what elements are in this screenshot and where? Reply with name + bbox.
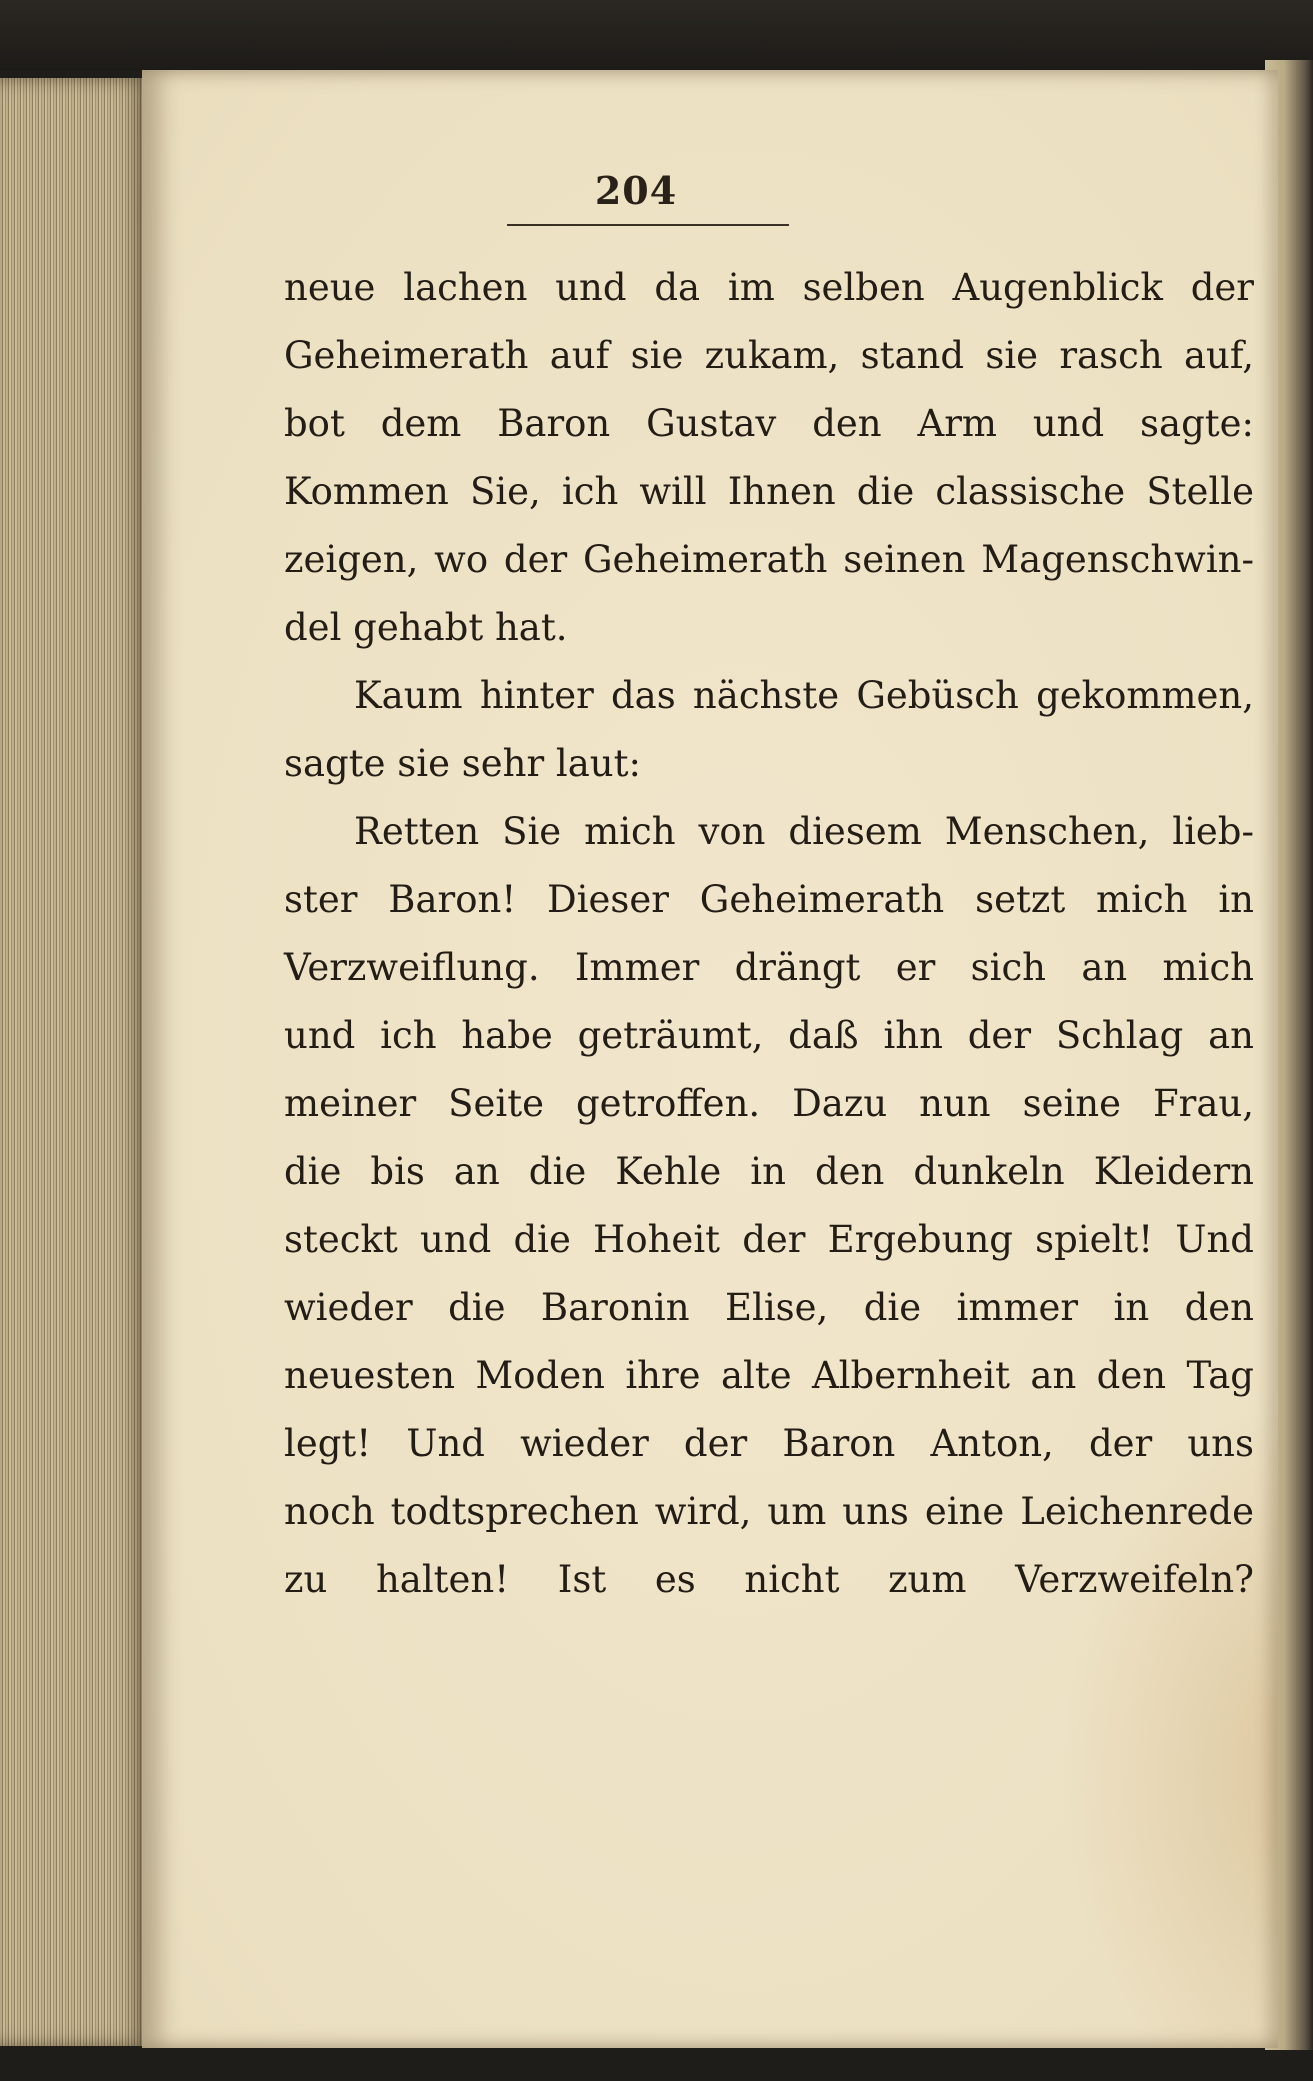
text-line: neuesten Moden ihre alte Albernheit an den Tag bbox=[284, 1354, 1254, 1397]
page-number: 204 bbox=[594, 168, 678, 213]
text-line: neue lachen und da im selben Augenblick der bbox=[284, 266, 1254, 309]
text-line: Verzweiflung. Immer drängt er sich an mich bbox=[284, 946, 1254, 989]
text-line: zu halten! Ist es nicht zum Verzweifeln? bbox=[284, 1558, 1254, 1601]
text-line: die bis an die Kehle in den dunkeln Kleidern bbox=[284, 1150, 1254, 1193]
page-edges bbox=[0, 78, 150, 2046]
header-rule bbox=[507, 224, 789, 226]
text-line: meiner Seite getroffen. Dazu nun seine Frau, bbox=[284, 1082, 1254, 1125]
text-line: zeigen, wo der Geheimerath seinen Magenschwin- bbox=[284, 538, 1254, 581]
text-line: ster Baron! Dieser Geheimerath setzt mich in bbox=[284, 878, 1254, 921]
text-line: noch todtsprechen wird, um uns eine Leichenrede bbox=[284, 1490, 1254, 1533]
text-line: legt! Und wieder der Baron Anton, der uns bbox=[284, 1422, 1254, 1465]
text-line: bot dem Baron Gustav den Arm und sagte: bbox=[284, 402, 1254, 445]
background-top bbox=[0, 0, 1313, 70]
book-page bbox=[142, 70, 1278, 2048]
text-line: Geheimerath auf sie zukam, stand sie rasch auf, bbox=[284, 334, 1254, 377]
text-line: und ich habe geträumt, daß ihn der Schlag an bbox=[284, 1014, 1254, 1057]
text-line: del gehabt hat. bbox=[284, 606, 568, 649]
text-line: Kommen Sie, ich will Ihnen die classische Stelle bbox=[284, 470, 1254, 513]
text-line: sagte sie sehr laut: bbox=[284, 742, 641, 785]
text-line: steckt und die Hoheit der Ergebung spielt! Und bbox=[284, 1218, 1254, 1261]
text-line: Retten Sie mich von diesem Menschen, lieb- bbox=[354, 810, 1254, 853]
text-line: Kaum hinter das nächste Gebüsch gekommen, bbox=[354, 674, 1254, 717]
text-line: wieder die Baronin Elise, die immer in den bbox=[284, 1286, 1254, 1329]
